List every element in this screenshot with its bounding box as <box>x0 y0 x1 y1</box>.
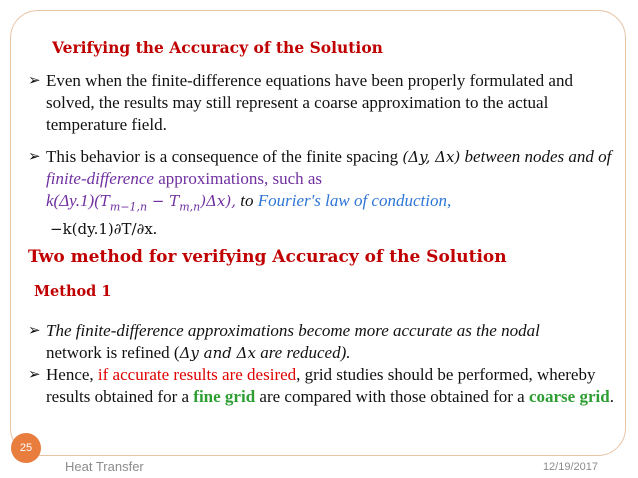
bullet-2-end: . <box>152 219 158 239</box>
arrowhead-bullet-icon: ➢ <box>28 149 41 165</box>
refine-expr: Δy and Δx <box>179 344 256 362</box>
bullet-2 <box>28 146 618 240</box>
bullet-4-text <box>46 364 618 408</box>
slide-title: Verifying the Accuracy of the Solution <box>52 38 383 57</box>
method-1-label: Method 1 <box>34 283 112 300</box>
arrowhead-bullet-icon: ➢ <box>28 73 41 89</box>
fouriers-law-term: Fourier's law of conduction, <box>257 191 452 210</box>
approx-expr <box>46 191 237 214</box>
bullet-2-part2: between nodes and of <box>460 147 612 166</box>
bullet-2-part3: approximations, such as <box>153 169 323 188</box>
footer-date: 12/19/2017 <box>542 461 598 473</box>
bullet-3-text <box>46 320 618 364</box>
bullet-1 <box>28 70 618 136</box>
coarse-grid-term: coarse grid <box>528 387 610 406</box>
accurate-results-phrase: if accurate results are desired <box>97 365 297 384</box>
arrowhead-bullet-icon: ➢ <box>28 323 41 339</box>
footer-course: Heat Transfer <box>65 459 144 474</box>
bullet-3-part1: The finite-difference approximations become more accurate as the nodal <box>46 321 540 340</box>
spacing-expr: (Δy, Δx) <box>402 148 461 166</box>
bullet-3-part2: network is refined ( <box>46 343 180 362</box>
bullet-2-part4: to <box>236 191 258 210</box>
approx-expr-c: − T <box>147 192 180 210</box>
methods-heading: Two method for verifying Accuracy of the Solution <box>28 247 507 267</box>
finite-difference-term: finite-difference <box>46 169 154 188</box>
approx-expr-d: )Δx), <box>200 192 237 210</box>
bullet-4-part2: , grid studies should be performed, whereby results obtained for a <box>46 365 596 406</box>
bullet-3 <box>28 320 618 364</box>
approx-expr-t: T <box>99 192 110 210</box>
approx-expr-sub1: m−1,n <box>109 200 148 214</box>
arrowhead-bullet-icon: ➢ <box>28 367 41 383</box>
fourier-expr: −k(dy.1)∂T/∂x <box>50 220 153 239</box>
approx-expr-sub2: m,n <box>179 200 201 214</box>
page-number-badge: 25 <box>11 433 41 463</box>
bullet-4 <box>28 364 618 408</box>
bullet-2-part1: This behavior is a consequence of the finite spacing <box>46 147 403 166</box>
fine-grid-term: fine grid <box>193 387 256 406</box>
bullet-2-text <box>46 146 618 240</box>
approx-expr-a: k(Δy.1)( <box>46 191 100 210</box>
bullet-3-part3: are reduced). <box>255 343 351 362</box>
bullet-4-end: . <box>609 387 614 406</box>
bullet-4-part1: Hence, <box>46 365 98 384</box>
bullet-1-text: Even when the finite-difference equations have been properly formulated and solved, the results may still represent a coarse approximation to the actual temperature field. <box>46 71 573 134</box>
bullet-4-part3: are compared with those obtained for a <box>255 387 529 406</box>
